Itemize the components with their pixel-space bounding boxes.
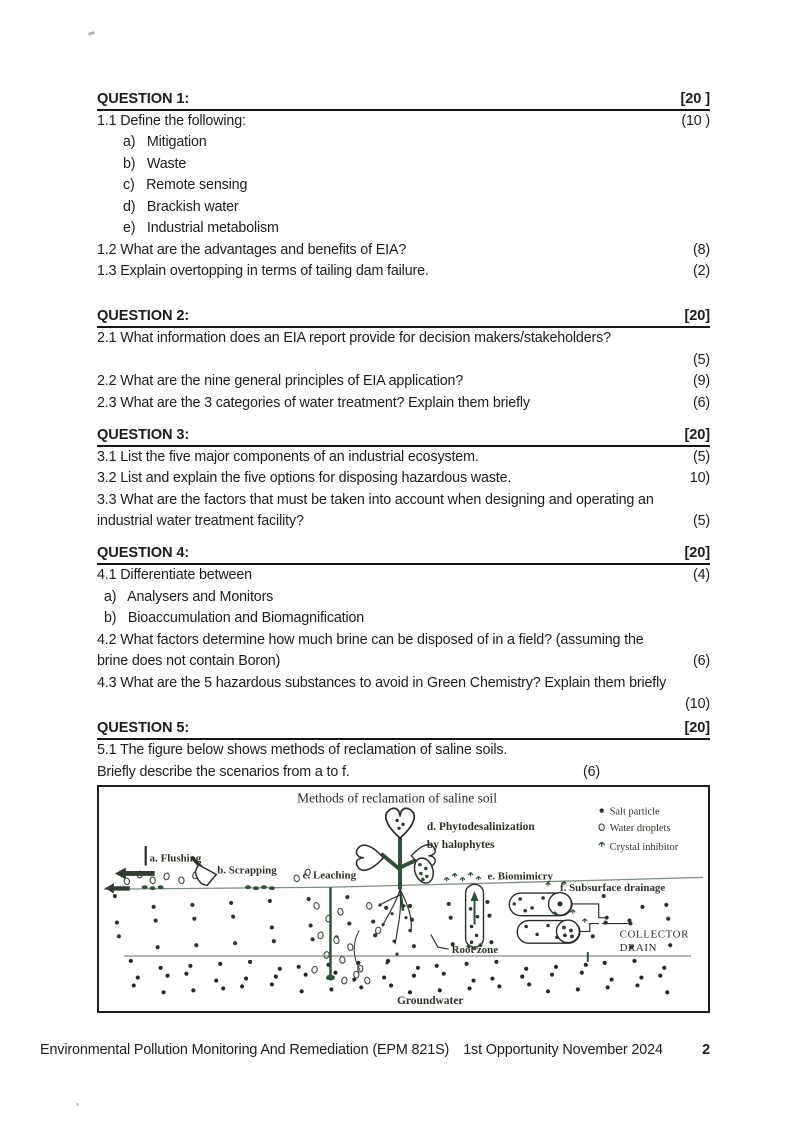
question-section-3 [97, 425, 710, 533]
question-line [97, 111, 710, 133]
question-title: QUESTION 1: [97, 90, 190, 107]
line-text: Briefly describe the scenarios from a to f. [97, 763, 350, 780]
line-text: 4.1 Differentiate between [97, 567, 252, 583]
question-line [97, 740, 710, 762]
question-total-marks: [20] [684, 308, 710, 324]
line-text: b) Bioaccumulation and Biomagnification [104, 610, 365, 626]
list-item [97, 197, 710, 219]
groundwater-salt-dots [129, 959, 670, 995]
page-number: 2 [702, 1042, 710, 1058]
page-footer [40, 1042, 710, 1058]
question-2-header [97, 307, 710, 329]
line-text: 5.1 The figure below shows methods of reclamation of saline soils. [97, 742, 508, 758]
question-title: QUESTION 4: [97, 545, 190, 561]
label-subsurface-drainage: f. Subsurface drainage [559, 882, 666, 895]
question-line [97, 350, 710, 372]
line-text: 2.3 What are the 3 categories of water treatment? Explain them briefly [97, 394, 530, 411]
list-item [97, 587, 710, 609]
line-text: b) Waste [123, 155, 187, 172]
list-item [97, 175, 710, 197]
line-text: 1.2 What are the advantages and benefits of EIA? [97, 241, 407, 258]
marks-value: (8) [692, 241, 710, 258]
line-text: e) Industrial metabolism [123, 220, 279, 236]
label-scrapping: b. Scrapping [217, 864, 277, 877]
question-line [97, 630, 710, 652]
label-by-halophytes: by halophytes [426, 838, 495, 851]
line-text: 3.1 List the five major components of an industrial ecosystem. [97, 448, 479, 465]
legend-crystal-inhibitor-label: Crystal inhibitor [609, 841, 679, 853]
marks-value: (6) [692, 653, 710, 669]
question-title: QUESTION 2: [97, 308, 190, 324]
figure-diagram [99, 787, 708, 1011]
root-zone-pointer [431, 934, 449, 949]
marks-value: (10) [685, 696, 710, 712]
question-line [97, 240, 710, 262]
question-line [97, 511, 710, 533]
line-text: c) Remote sensing [123, 177, 248, 193]
marks-value: (5) [692, 513, 710, 529]
question-total-marks: [20] [684, 426, 710, 443]
question-total-marks: [20] [684, 545, 710, 561]
salt-particle-icon [600, 808, 604, 812]
page-content [97, 89, 710, 1013]
question-4-header [97, 544, 710, 566]
line-text: d) Brackish water [123, 198, 239, 215]
drainage-pipes [509, 893, 632, 962]
water-droplet-icon [599, 824, 605, 831]
line-text: 2.1 What information does an EIA report provide for decision makers/stakeholders? [97, 330, 611, 346]
question-line [97, 651, 710, 673]
question-line [97, 371, 710, 393]
leaching-salt-blob [326, 975, 335, 981]
line-text: industrial water treatment facility? [97, 513, 304, 529]
label-root-zone: Root zone [451, 944, 499, 957]
ink-speck [88, 31, 96, 36]
question-total-marks: [20 ] [680, 90, 710, 107]
question-section-2 [97, 307, 710, 415]
line-text: 3.3 What are the factors that must be taken into account when designing and operating an [97, 491, 654, 508]
question-line [97, 393, 710, 415]
list-item [97, 218, 710, 240]
biomimicry-column [466, 884, 484, 950]
question-line [97, 328, 710, 350]
question-title: QUESTION 3: [97, 426, 190, 443]
label-drain: DRAIN [619, 942, 658, 955]
line-text: 3.2 List and explain the five options for disposing hazardous waste. [97, 470, 512, 486]
line-text: a) Mitigation [123, 134, 207, 150]
footer-session: 1st Opportunity November 2024 [463, 1042, 663, 1058]
ink-speck [76, 1103, 79, 1106]
marks-value: (4) [692, 567, 710, 583]
footer-course-title: Environmental Pollution Monitoring And Remediation (EPM 821S) [40, 1042, 450, 1058]
line-text: 2.2 What are the nine general principles of EIA application? [97, 373, 464, 389]
question-line [97, 447, 710, 469]
question-line [97, 762, 710, 784]
figure-title: Methods of reclamation of saline soil [297, 790, 497, 806]
question-title: QUESTION 5: [97, 720, 190, 736]
label-phytodesalinization: d. Phytodesalinization [426, 821, 535, 834]
marks-value: (9) [692, 373, 710, 389]
question-total-marks: [20] [684, 720, 710, 736]
question-section-4 [97, 544, 710, 716]
question-section-5 [97, 719, 710, 784]
line-text: 1.3 Explain overtopping in terms of tailing dam failure. [97, 263, 429, 279]
question-line [97, 694, 710, 716]
shovel-blade-icon [195, 865, 216, 886]
question-line [97, 673, 710, 695]
line-text: 4.3 What are the 5 hazardous substances to avoid in Green Chemistry? Explain them briefly [97, 674, 667, 691]
question-3-header [97, 425, 710, 447]
line-text: brine does not contain Boron) [97, 653, 281, 669]
question-1-header [97, 89, 710, 111]
question-section-1 [97, 89, 710, 283]
label-biomimicry: e. Biomimicry [487, 870, 553, 883]
line-text: a) Analysers and Monitors [104, 588, 274, 605]
marks-value: (6) [582, 763, 600, 780]
leaf-icon [386, 808, 414, 838]
question-line [97, 490, 710, 512]
list-item [97, 132, 710, 154]
question-line [97, 468, 710, 490]
line-text: 1.1 Define the following: [97, 112, 246, 129]
flushing-arrow-icon [115, 868, 155, 880]
list-item [97, 154, 710, 176]
question-line [97, 261, 710, 283]
root-zone-curve [354, 930, 360, 970]
legend-water-droplets-label: Water droplets [609, 823, 671, 835]
question-line [97, 565, 710, 587]
marks-value: (10 ) [681, 112, 710, 129]
marks-value: (6) [692, 394, 710, 411]
list-item [97, 608, 710, 630]
marks-value: 10) [689, 470, 710, 486]
marks-value: (5) [692, 448, 710, 465]
line-text: 4.2 What factors determine how much brine can be disposed of in a field? (assuming the [97, 631, 644, 648]
marks-value: (2) [692, 263, 710, 279]
legend-salt-particle-label: Salt particle [609, 806, 660, 818]
crystal-inhibitor-icon [599, 842, 605, 847]
label-groundwater: Groundwater [397, 995, 464, 1008]
marks-value: (5) [692, 351, 710, 368]
saline-soil-reclamation-figure [97, 785, 710, 1013]
question-5-header [97, 719, 710, 741]
label-leaching: c. Leaching [302, 869, 357, 882]
label-flushing: a. Flushing [149, 852, 202, 865]
leaf-icon [356, 845, 383, 870]
label-collector: COLLECTOR [619, 928, 690, 941]
